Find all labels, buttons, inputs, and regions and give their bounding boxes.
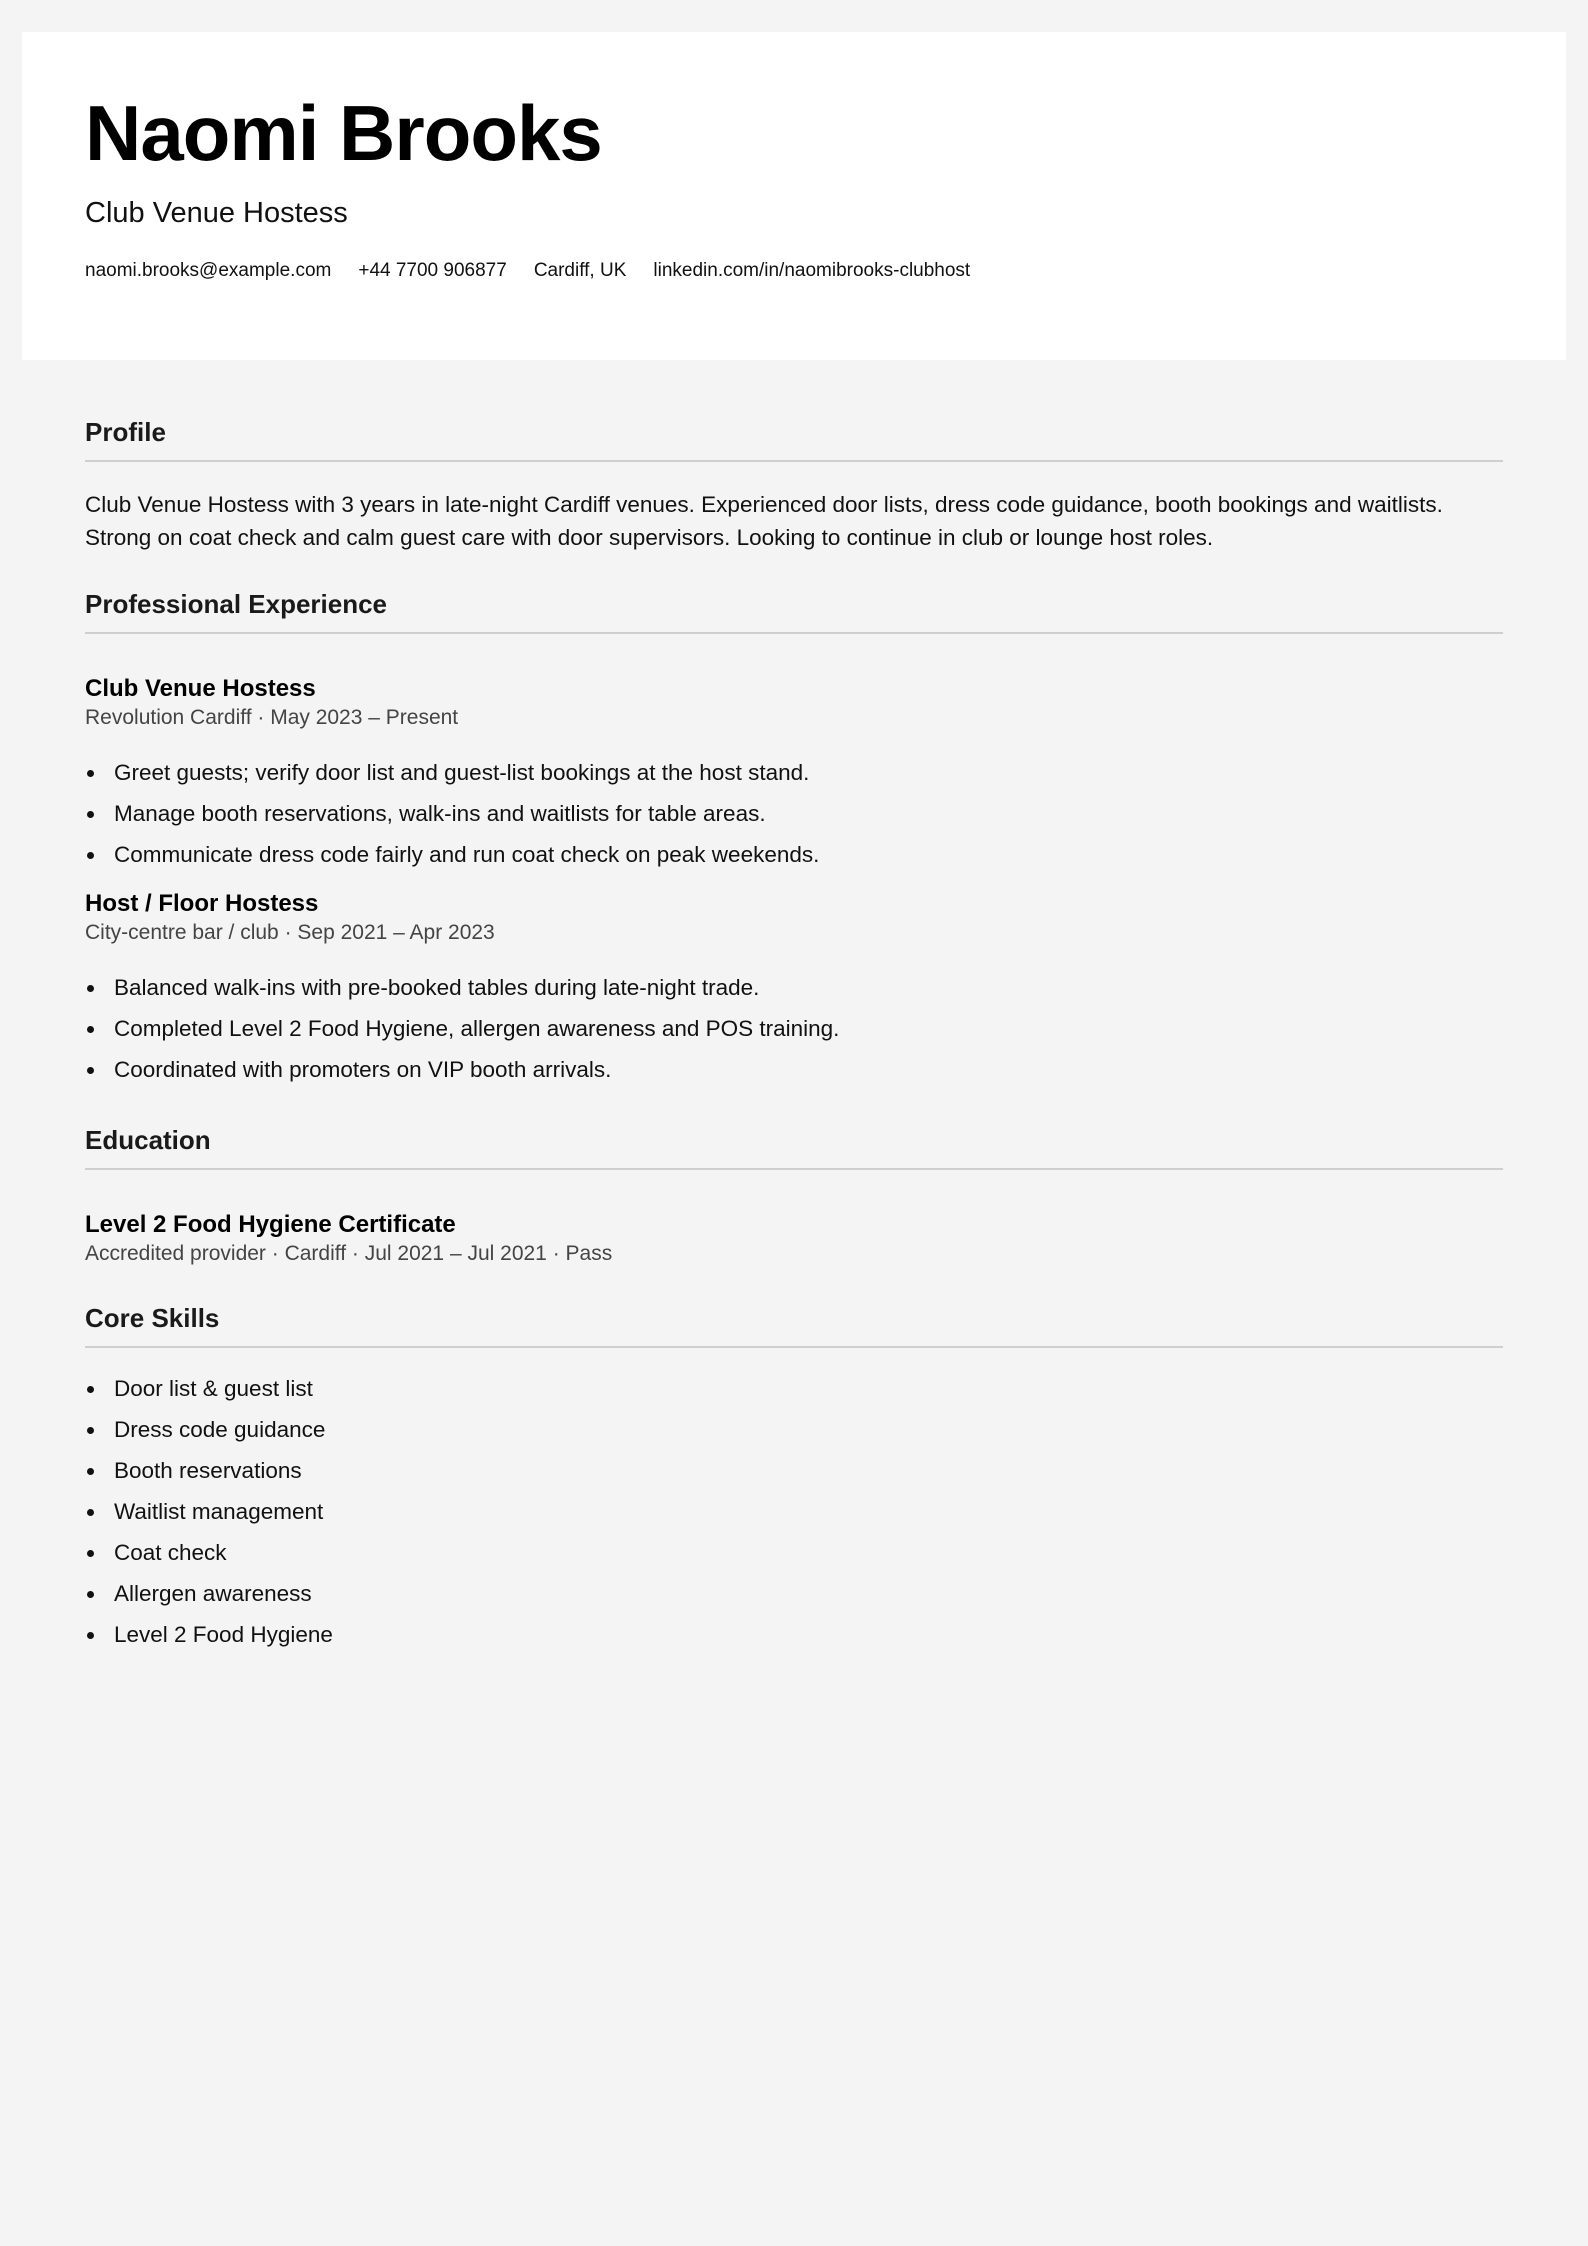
education-meta: Accredited provider · Cardiff · Jul 2021 – Jul 2021 · Pass bbox=[85, 1242, 613, 1265]
skill-item: Allergen awareness bbox=[85, 1573, 1503, 1614]
skills-section bbox=[85, 1300, 1503, 1655]
section-heading-experience: Professional Experience bbox=[85, 589, 388, 619]
section-divider bbox=[85, 1168, 1503, 1170]
contact-phone: +44 7700 906877 bbox=[358, 260, 507, 281]
skill-item: Coat check bbox=[85, 1532, 1503, 1573]
contact-location: Cardiff, UK bbox=[533, 260, 627, 281]
resume-header bbox=[22, 32, 1566, 360]
section-divider bbox=[85, 1346, 1503, 1348]
contact-linkedin: linkedin.com/in/naomibrooks-clubhost bbox=[653, 260, 971, 281]
education-section bbox=[85, 1122, 1503, 1268]
contact-email: naomi.brooks@example.com bbox=[85, 260, 332, 281]
candidate-role: Club Venue Hostess bbox=[85, 197, 348, 229]
contact-line bbox=[85, 260, 997, 283]
job-title: Host / Floor Hostess bbox=[85, 890, 319, 917]
job-title: Club Venue Hostess bbox=[85, 675, 316, 702]
job-entry bbox=[85, 674, 1503, 875]
list-item: Coordinated with promoters on VIP booth arrivals. bbox=[85, 1049, 1503, 1090]
skill-item: Waitlist management bbox=[85, 1491, 1503, 1532]
job-bullets bbox=[85, 967, 1503, 1090]
list-item: Communicate dress code fairly and run coat check on peak weekends. bbox=[85, 834, 1503, 875]
experience-section bbox=[85, 586, 1503, 1090]
skill-item: Door list & guest list bbox=[85, 1368, 1503, 1409]
resume-body bbox=[85, 414, 1503, 1655]
section-heading-profile: Profile bbox=[85, 417, 166, 447]
candidate-name: Naomi Brooks bbox=[85, 89, 602, 177]
section-heading-education: Education bbox=[85, 1125, 211, 1155]
skill-item: Dress code guidance bbox=[85, 1409, 1503, 1450]
list-item: Greet guests; verify door list and guest-list bookings at the host stand. bbox=[85, 752, 1503, 793]
list-item: Balanced walk-ins with pre-booked tables during late-night trade. bbox=[85, 967, 1503, 1008]
skill-item: Level 2 Food Hygiene bbox=[85, 1614, 1503, 1655]
section-heading-skills: Core Skills bbox=[85, 1303, 220, 1333]
job-entry bbox=[85, 889, 1503, 1090]
education-title: Level 2 Food Hygiene Certificate bbox=[85, 1211, 456, 1238]
list-item: Manage booth reservations, walk-ins and waitlists for table areas. bbox=[85, 793, 1503, 834]
job-meta: City-centre bar / club · Sep 2021 – Apr 2023 bbox=[85, 921, 495, 944]
skill-item: Booth reservations bbox=[85, 1450, 1503, 1491]
job-meta: Revolution Cardiff · May 2023 – Present bbox=[85, 706, 459, 729]
profile-summary: Club Venue Hostess with 3 years in late-night Cardiff venues. Experienced door lists, dress code guidance, booth bookings and waitlists. Strong on coat check and calm guest care with door supervisors. Looking to continue in club or lounge host roles. bbox=[85, 492, 1443, 550]
section-divider bbox=[85, 632, 1503, 634]
job-bullets bbox=[85, 752, 1503, 875]
skills-list bbox=[85, 1368, 1503, 1655]
education-entry bbox=[85, 1210, 1503, 1268]
section-divider bbox=[85, 460, 1503, 462]
profile-section bbox=[85, 414, 1503, 554]
list-item: Completed Level 2 Food Hygiene, allergen awareness and POS training. bbox=[85, 1008, 1503, 1049]
